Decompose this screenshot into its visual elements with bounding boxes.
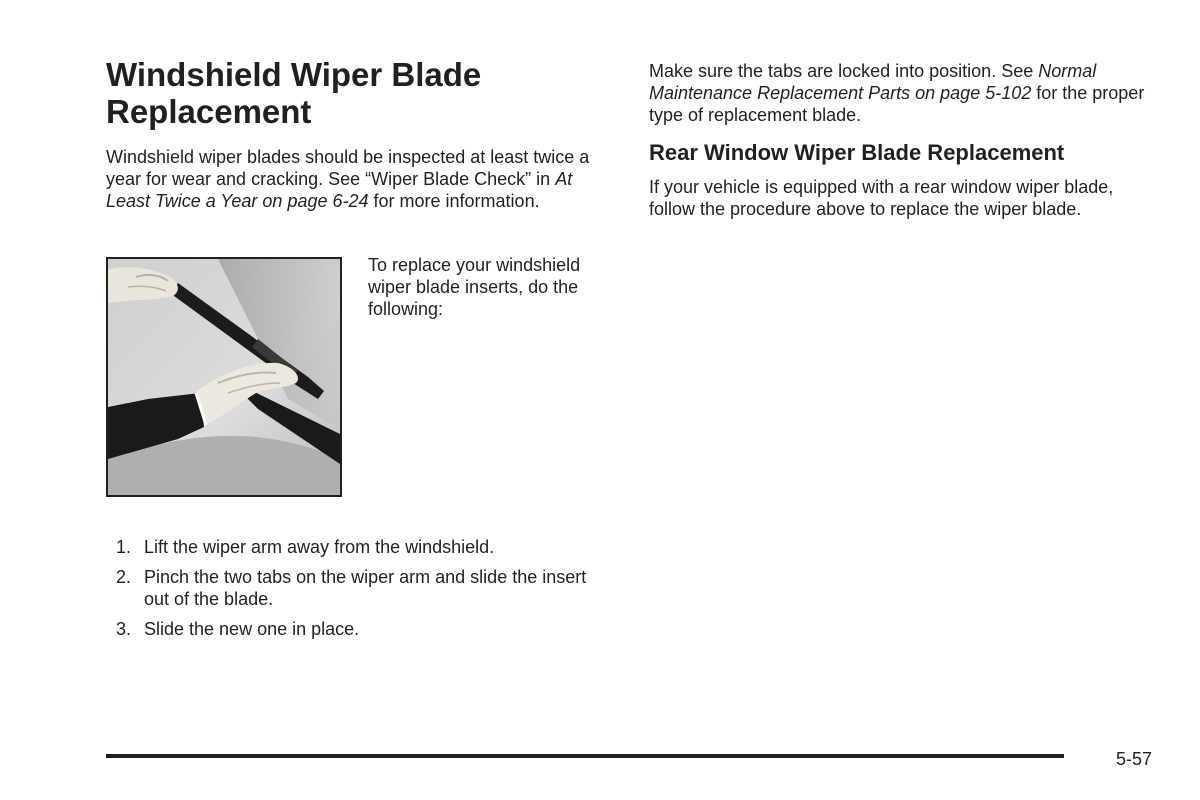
step-text: Slide the new one in place. [144, 619, 360, 639]
inspection-text: Windshield wiper blades should be inspected at least twice a year for wear and cracking. See “Wiper Blade Check” in [106, 147, 590, 189]
list-item [116, 536, 616, 558]
wiper-replacement-photo [106, 257, 342, 497]
page-number: 5-57 [1116, 749, 1153, 769]
rear-wiper-paragraph: If your vehicle is equipped with a rear window wiper blade, follow the procedure above to replace the wiper blade. [649, 177, 1114, 219]
inspection-paragraph [106, 146, 606, 212]
steps-list [116, 536, 616, 648]
rear-wiper-heading: Rear Window Wiper Blade Replacement [649, 140, 1065, 165]
inspection-text-end: for more information. [368, 191, 540, 211]
intro-text: To replace your windshield wiper blade inserts, do the following: [368, 255, 581, 319]
tabs-text-end: for the proper type of replacement blade. [649, 83, 1145, 125]
tabs-paragraph [649, 60, 1169, 126]
step-number: 3. [116, 619, 132, 639]
step-text: Lift the wiper arm away from the windshield. [144, 537, 495, 557]
step-number: 1. [116, 537, 132, 557]
page-title: Windshield Wiper Blade Replacement [106, 56, 482, 130]
tabs-reference: Normal Maintenance Replacement Parts on page 5-102 [649, 61, 1097, 103]
list-item [116, 618, 616, 640]
inspection-reference: At Least Twice a Year on page 6-24 [106, 169, 573, 211]
footer-rule [106, 754, 1064, 758]
list-item [116, 566, 616, 610]
step-number: 2. [116, 567, 132, 587]
tabs-text: Make sure the tabs are locked into position. See [649, 61, 1039, 81]
wiper-photo-illustration [108, 259, 340, 495]
step-text: Pinch the two tabs on the wiper arm and slide the insert out of the blade. [144, 567, 587, 609]
